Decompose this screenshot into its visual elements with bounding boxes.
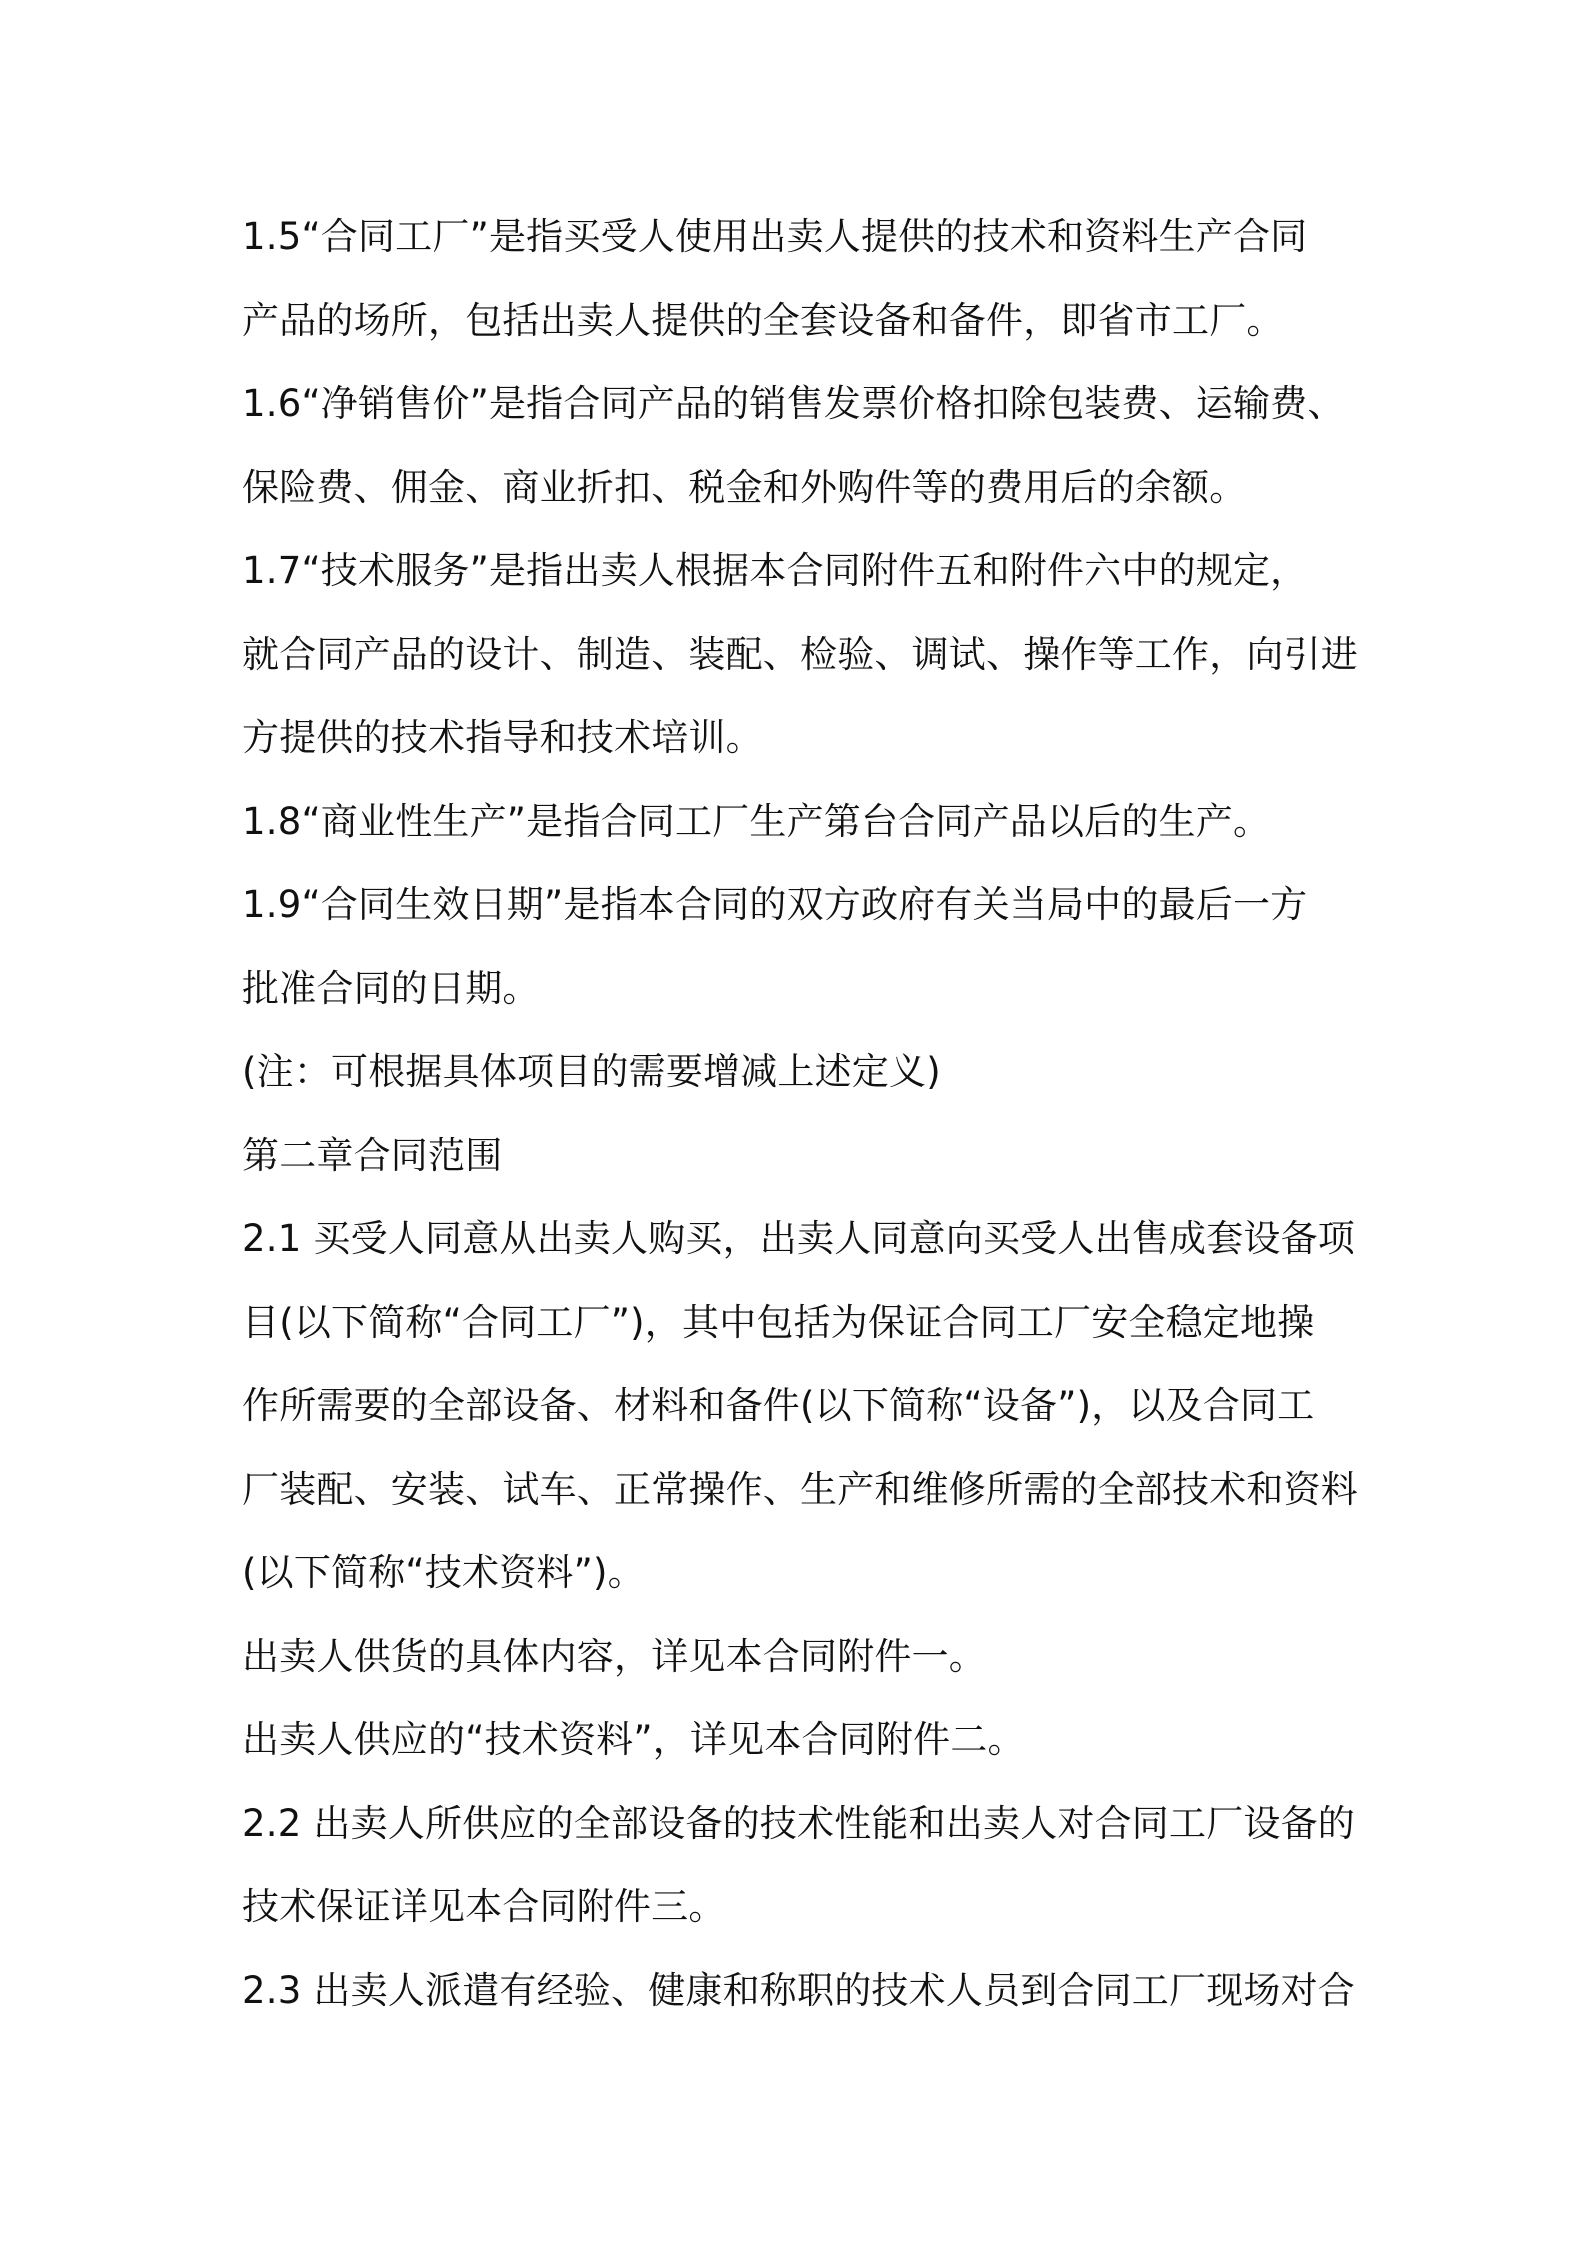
- line-2-1-clause: 2.1 买受人同意从出卖人购买，出卖人同意向买受人出售成套设备项: [242, 1217, 1356, 1260]
- line-supply-annex-1: 出卖人供货的具体内容，详见本合同附件一。: [242, 1634, 986, 1678]
- line-1-7-continued: 就合同产品的设计、制造、装配、检验、调试、操作等工作，向引进: [242, 632, 1358, 676]
- line-1-6-definition: 1.6“净销售价”是指合同产品的销售发票价格扣除包装费、运输费、: [242, 382, 1345, 425]
- line-2-1-continued-b: 作所需要的全部设备、材料和备件(以下简称“设备”)，以及合同工: [242, 1384, 1315, 1427]
- line-2-3-clause: 2.3 出卖人派遣有经验、健康和称职的技术人员到合同工厂现场对合: [242, 1968, 1356, 2012]
- chapter-heading: 第二章合同范围: [242, 1133, 503, 1177]
- note-line: (注：可根据具体项目的需要增减上述定义): [242, 1050, 941, 1093]
- line-2-2-end: 技术保证详见本合同附件三。: [242, 1885, 726, 1928]
- line-2-1-continued-c: 厂装配、安装、试车、正常操作、生产和维修所需的全部技术和资料: [242, 1467, 1358, 1511]
- line-2-2-clause: 2.2 出卖人所供应的全部设备的技术性能和出卖人对合同工厂设备的: [242, 1801, 1356, 1845]
- line-1-9-end: 批准合同的日期。: [242, 966, 540, 1010]
- document-body: [242, 195, 1362, 2032]
- line-2-1-continued-a: 目(以下简称“合同工厂”)，其中包括为保证合同工厂安全稳定地操: [242, 1300, 1315, 1344]
- line-supply-annex-2: 出卖人供应的“技术资料”，详见本合同附件二。: [242, 1718, 1025, 1761]
- line-1-8-definition: 1.8“商业性生产”是指合同工厂生产第台合同产品以后的生产。: [242, 799, 1271, 843]
- line-1-5-definition: 1.5“合同工厂”是指买受人使用出卖人提供的技术和资料生产合同: [242, 215, 1308, 258]
- line-1-7-end: 方提供的技术指导和技术培训。: [242, 716, 763, 759]
- line-1-9-definition: 1.9“合同生效日期”是指本合同的双方政府有关当局中的最后一方: [242, 883, 1308, 926]
- line-1-5-continued: 产品的场所，包括出卖人提供的全套设备和备件，即省市工厂。: [242, 298, 1284, 342]
- line-1-6-continued: 保险费、佣金、商业折扣、税金和外购件等的费用后的余额。: [242, 465, 1247, 509]
- line-2-1-end: (以下简称“技术资料”)。: [242, 1551, 645, 1594]
- line-1-7-definition: 1.7“技术服务”是指出卖人根据本合同附件五和附件六中的规定，: [242, 549, 1308, 592]
